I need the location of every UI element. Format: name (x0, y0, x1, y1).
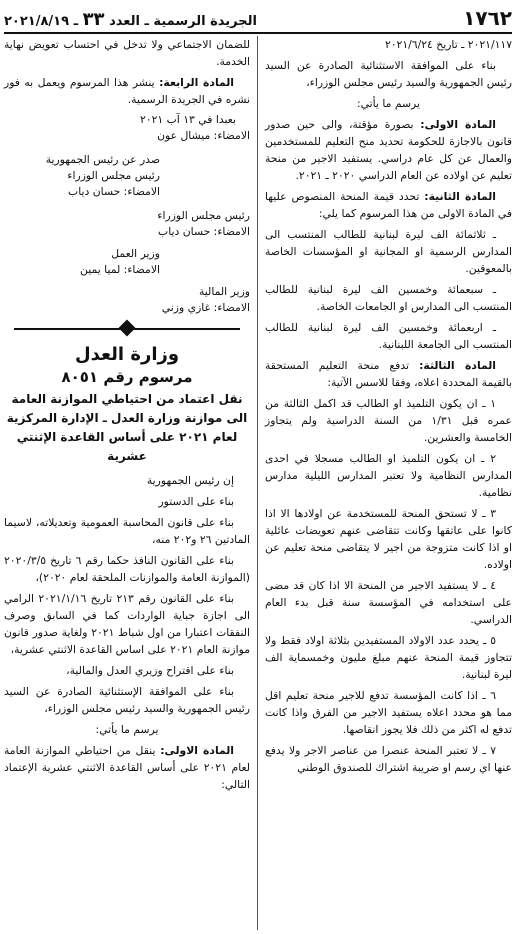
issued-by: صدر عن رئيس الجمهورية (45, 153, 160, 166)
pm-signature-2: الامضاء: حسان دياب (158, 225, 250, 238)
article-3-label: المادة الثالثة: (419, 359, 496, 372)
article-2-item: ـ سبعمائة وخمسين الف ليرة لبنانية للطالب المنتسب الى المدارس او الجامعات الخاصة. (265, 283, 512, 313)
basis-line: إن رئيس الجمهورية (146, 474, 234, 487)
article-3-item: ٧ ـ لا تعتبر المنحة عنصرا من عناصر الاجر ولا يدفع عنها اي رسم او ضريبة اشتراك للصندوق الوطني (265, 744, 512, 774)
decrees-line: يرسم ما يأتي: (356, 97, 421, 110)
article-3-item: ٥ ـ يحدد عدد الاولاد المستفيدين بثلاثة اولاد فقط ولا تتجاوز قيمة المنحة عنهم مبلغ مليون وخمسماية الف ليرة لبنانية. (265, 634, 512, 681)
issue-date: ـ ٢٠٢١/٨/١٩ (4, 14, 79, 29)
finance-minister-signature: الامضاء: غازي وزني (161, 301, 250, 314)
article-2-item: ـ اربعمائة وخمسين الف ليرة لبنانية للطالب المنتسب الى الجامعة اللبنانية. (265, 321, 512, 351)
signature-date: بعبدا في ١٣ آب ٢٠٢١ (139, 113, 236, 126)
article-2-label: المادة الثانية: (424, 190, 497, 203)
article-3-item: ٤ ـ لا يستفيد الاجير من المنحة الا اذا كان قد مضى على استخدامه في المؤسسة سنة قبل بدء العام الدراسي. (265, 579, 512, 626)
gazette-title (4, 9, 257, 30)
article-1 (265, 116, 512, 184)
decrees-line-2: يرسم ما يأتي: (95, 723, 159, 736)
article-1-text: بصورة مؤقتة، والى حين صدور قانون بالاجازة للحكومة تحديد منح التعليم للمستخدمين والعمال عن كل عام دراسي. يستفيد الاجير من منحة تعليم عن اولاده عن العام الدراسي ٢٠٢٠ ـ ٢٠٢١. (265, 118, 512, 182)
article-2-text: تحدد قيمة المنحة المنصوص عليها في المادة الاولى من هذا المرسوم كما يلي: (265, 190, 512, 220)
article-2 (265, 188, 512, 222)
article-3-item: ٣ ـ لا تستحق المنحة للمستخدمة عن اولادها الا اذا كانوا على عاتقها وكانت تتقاضى عنهم تعويضات عائلية او اذا كانت متزوجة من اجير لا يتقاضى منحة تعليم عن اولاده. (265, 507, 512, 571)
content-columns (4, 36, 512, 930)
signature-president: الامضاء: ميشال عون (157, 129, 250, 142)
pm-title-2: رئيس مجلس الوزراء (157, 209, 250, 222)
decree-ref: ٢٠٢١/١١٧ ـ تاريخ ٢٠٢١/٦/٢٤ (384, 38, 512, 51)
left-column (4, 36, 258, 930)
decree-article-1 (4, 742, 250, 793)
divider-diamond-icon (119, 320, 136, 337)
article-2-item: ـ ثلاثمائة الف ليرة لبنانية للطالب المنتسب الى المدارس الرسمية او المجانية او المؤسسات الخاصة بالمعوقين. (265, 228, 512, 275)
pm-title: رئيس مجلس الوزراء (67, 169, 160, 182)
article-4-text: ينشر هذا المرسوم ويعمل به فور نشره في الجريدة الرسمية. (4, 76, 250, 106)
decree-article-1-label: المادة الاولى: (160, 744, 234, 757)
labor-minister-signature: الامضاء: لميا يمين (80, 263, 160, 276)
gazette-label: الجريدة الرسمية ـ العدد (109, 14, 257, 29)
basis-line: بناء على الدستور (158, 495, 234, 508)
basis-line: بناء على القانون النافذ حكما رقم ٦ تاريخ ٢٠٢٠/٣/٥ (الموازنة العامة والموازنات الملحقة لعام ٢٠٢٠)، (4, 554, 250, 584)
decree-number: مرسوم رقم ٨٠٥١ (61, 368, 193, 386)
pm-signature: الامضاء: حسان دياب (68, 185, 160, 198)
decree-article-1-text: ينقل من احتياطي الموازنة العامة لعام ٢٠٢١ على أساس القاعدة الاثنتي عشرية الإعتماد التالي: (4, 744, 250, 791)
basis-line: بناء على القانون رقم ٢١٣ تاريخ ٢٠٢١/١/١٦ الرامي الى اجازة جباية الواردات كما في السابق وصرف النفقات اعتبارا من اول شباط ٢٠٢١ ولغاية صدور قانون موازنة العام ٢٠٢١ على اساس القاعدة الاثنتي عشرية، (4, 592, 251, 656)
page-header (4, 6, 512, 34)
right-column (258, 36, 512, 930)
finance-minister-title: وزير المالية (199, 285, 250, 298)
article-3-item: ٢ ـ ان يكون التلميذ او الطالب مسجلا في احدى المدارس النظامية ولا تعتبر المدارس الليلية مدارس نظامية. (265, 452, 512, 499)
ministry-heading: وزارة العدل (74, 344, 180, 365)
article-3-text: تدفع منحة التعليم المستحقة بالقيمة المحددة اعلاه، وفقا للاسس الآتية: (265, 359, 512, 389)
issue-number: ٣٣ (82, 9, 105, 30)
basis-line: بناء على الموافقة الإستثنائية الصادرة عن السيد رئيس الجمهورية والسيد رئيس مجلس الوزراء، (4, 685, 250, 715)
continued-text: للضمان الاجتماعي ولا تدخل في احتساب تعويض نهاية الخدمة. (4, 38, 250, 68)
article-1-label: المادة الاولى: (420, 118, 497, 131)
article-3-item: ١ ـ ان يكون التلميذ او الطالب قد اكمل الثالثة من عمره قبل ١/٣١ من السنة الدراسية ولم يتجاوز الخامسة والعشرين. (265, 397, 512, 444)
decree-title: نقل اعتماد من احتياطي الموازنة العامة الى موازنة وزارة العدل ـ الإدارة المركزية لعام ٢٠٢١ على أساس القاعدة الإثنتي عشرية (6, 392, 248, 463)
intro-text: بناء على الموافقة الاستثنائية الصادرة عن السيد رئيس الجمهورية والسيد رئيس مجلس الوزراء، (265, 59, 512, 89)
basis-line: بناء على اقتراح وزيري العدل والمالية، (66, 664, 234, 677)
section-divider (4, 322, 250, 336)
basis-line: بناء على قانون المحاسبة العمومية وتعديلاته، لاسيما المادتين ٢٦ و٢٠٢ منه، (4, 516, 250, 546)
article-4-label: المادة الرابعة: (159, 76, 234, 89)
article-3-item: ٦ ـ اذا كانت المؤسسة تدفع للاجير منحة تعليم اقل مما هو محدد اعلاه يستفيد الاجير من الفرق واذا كانت تدفع له اكثر من ذلك فلا يجوز انقاصها. (265, 689, 512, 736)
labor-minister-title: وزير العمل (111, 247, 160, 260)
article-3 (265, 357, 512, 391)
article-4 (4, 74, 250, 108)
page-number: ١٧٦٢ (463, 6, 512, 30)
